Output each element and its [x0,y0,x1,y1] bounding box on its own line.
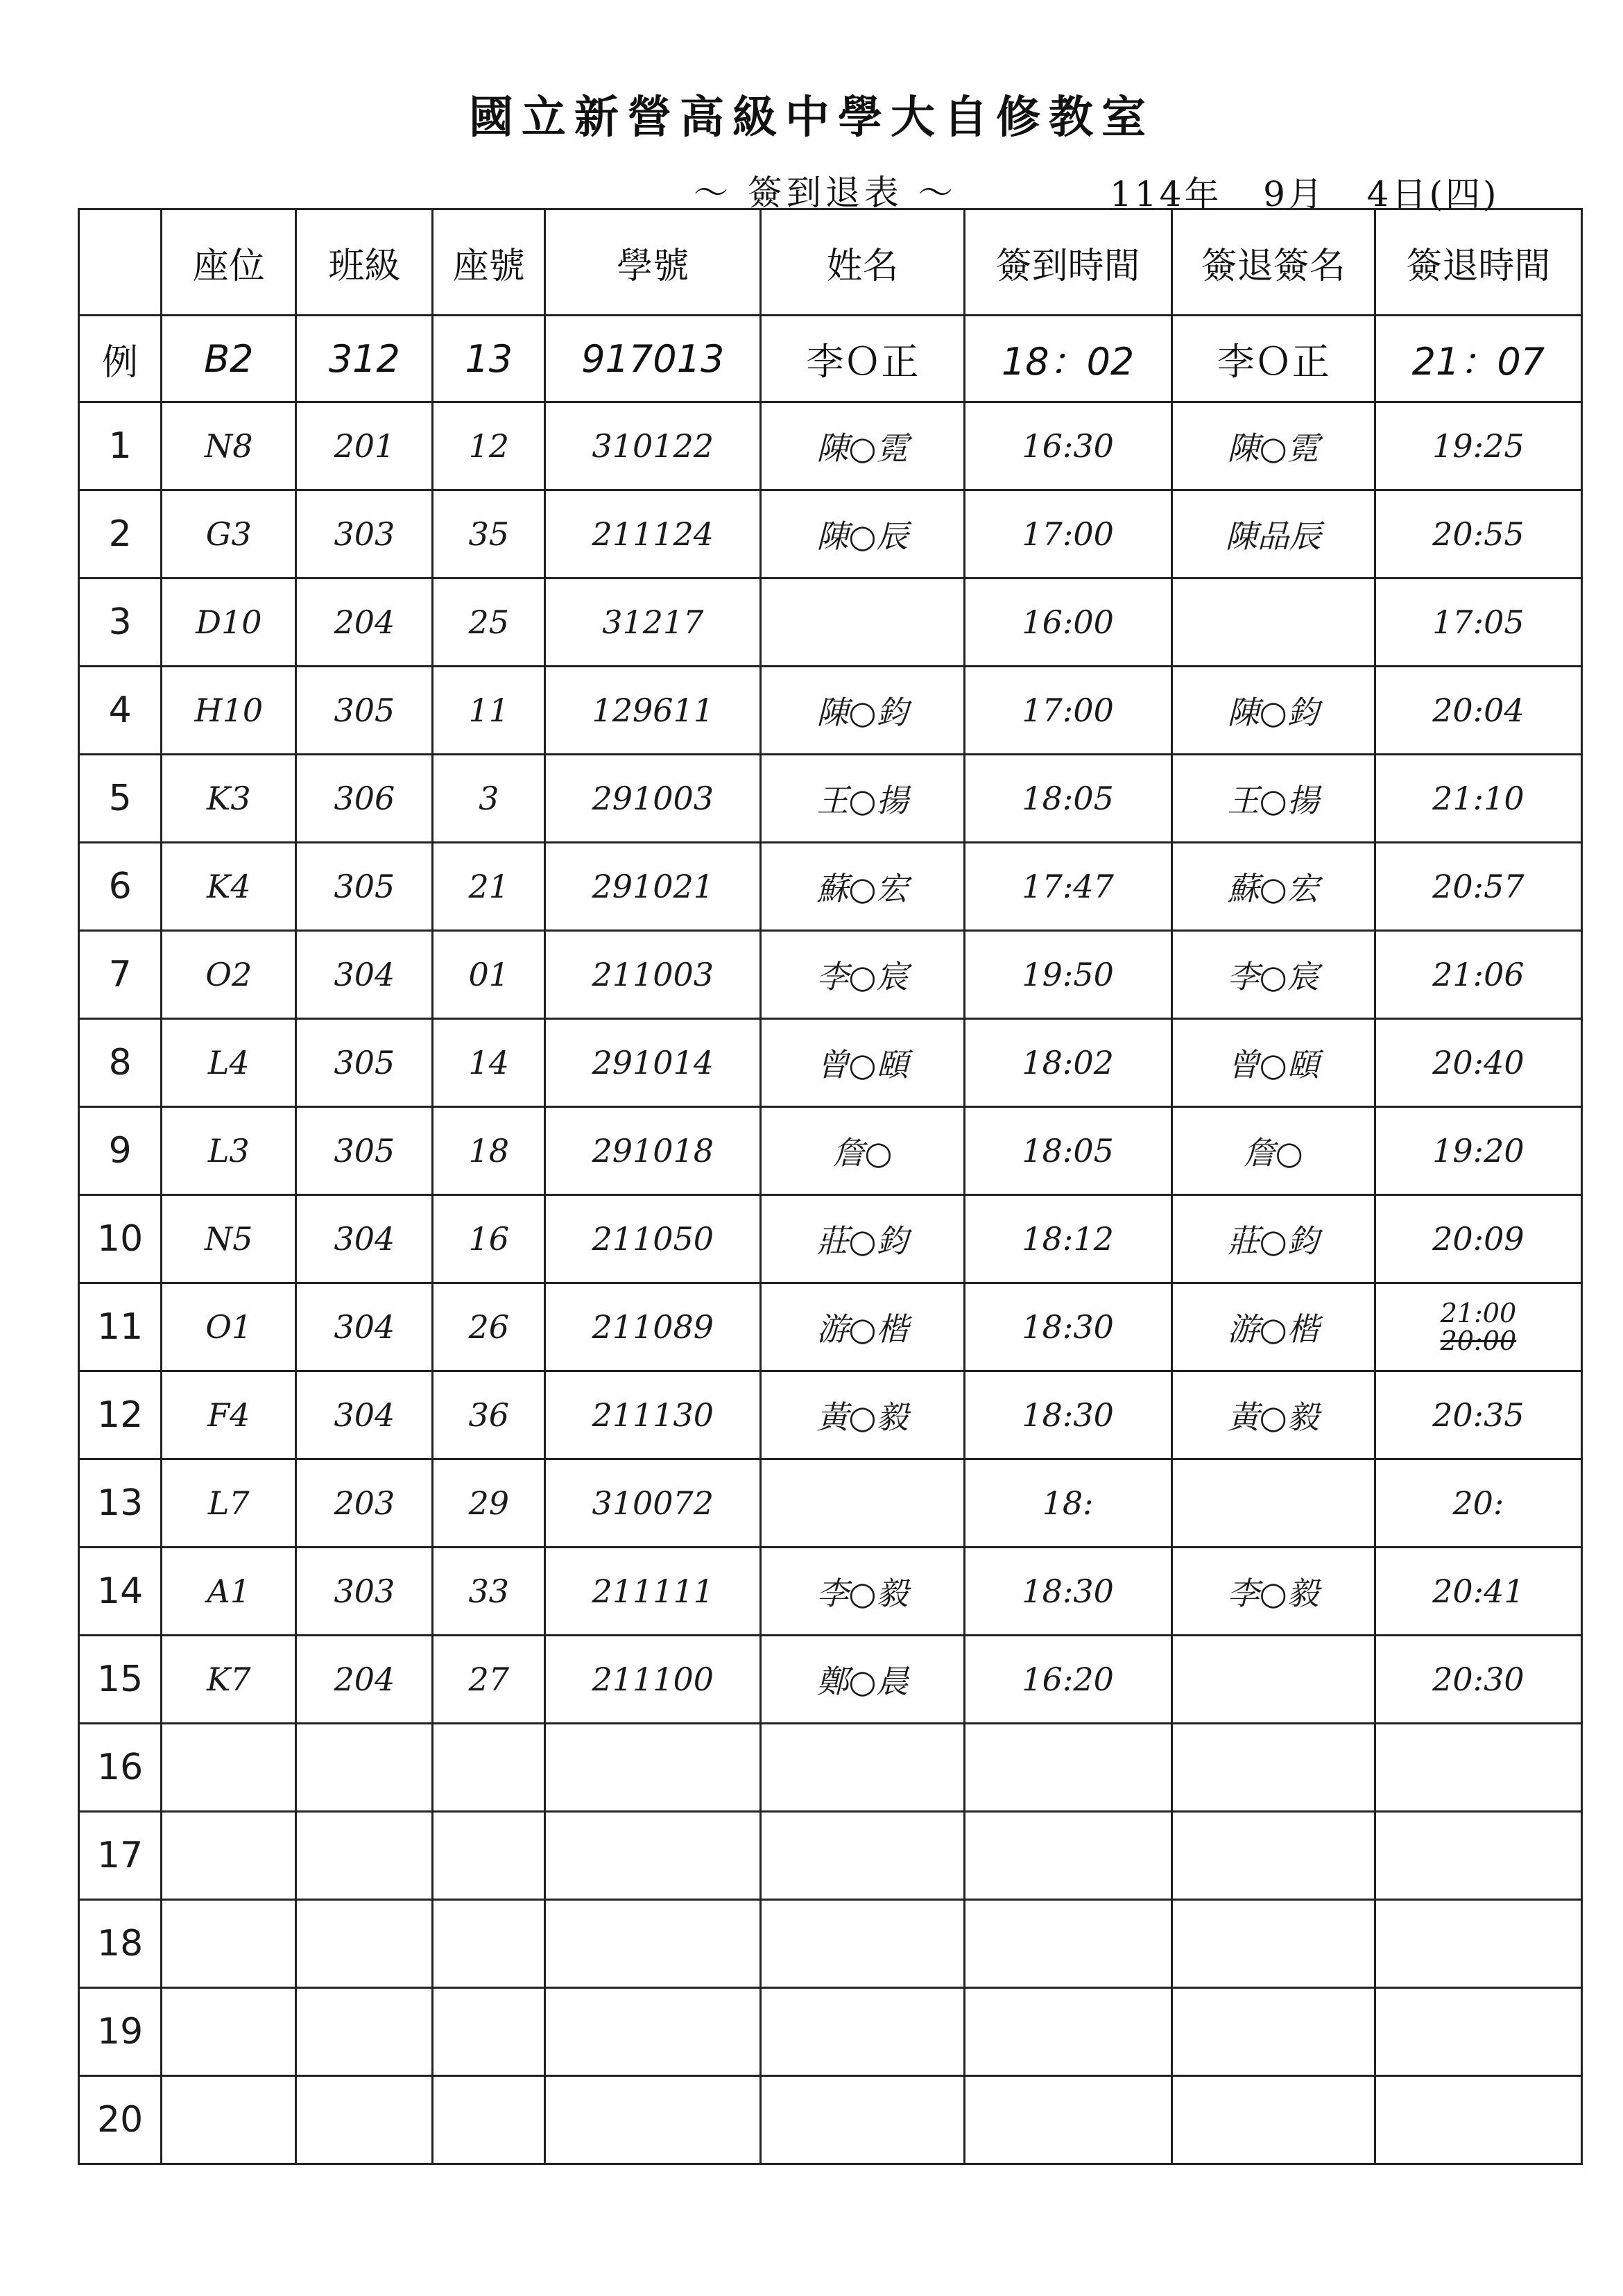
sign-in-table [78,208,1583,2165]
seat-cell: N8 [162,402,296,490]
example-row [79,316,1582,402]
sign-out-time-cell: 20:40 [1375,1019,1581,1107]
column-header: 班級 [296,209,433,316]
sign-out-time-cell [1375,1283,1581,1371]
column-header: 座位 [162,209,296,316]
class-cell: 201 [296,402,433,490]
column-header [79,209,162,316]
table-row [79,1812,1582,1900]
example-number: 13 [433,316,545,402]
seat-cell: D10 [162,579,296,667]
seat-cell: K3 [162,755,296,843]
table-row [79,755,1582,843]
row-index: 15 [79,1636,162,1724]
column-header: 簽退時間 [1375,209,1581,316]
example-sign-out: 21：07 [1375,316,1581,402]
table-row [79,1371,1582,1459]
row-index: 10 [79,1195,162,1283]
student-id-cell: 211003 [545,931,761,1019]
table-row [79,843,1582,931]
example-student-id: 917013 [545,316,761,402]
date-day-unit: 日 [1391,174,1429,214]
seat-cell: L3 [162,1107,296,1195]
row-index: 13 [79,1459,162,1548]
sign-out-name-cell: 陳品辰 [1171,490,1375,579]
name-cell [761,2076,964,2164]
seat-number-cell: 25 [433,579,545,667]
sign-out-time-cell [1375,1724,1581,1812]
seat-cell: K4 [162,843,296,931]
seat-number-cell: 12 [433,402,545,490]
class-cell: 304 [296,931,433,1019]
row-index: 5 [79,755,162,843]
seat-cell [162,1724,296,1812]
sign-in-time-cell: 19:50 [964,931,1171,1019]
sign-in-time-cell: 18: [964,1459,1171,1548]
sign-out-time-cell: 20:30 [1375,1636,1581,1724]
student-id-cell [545,1812,761,1900]
sign-in-time-cell: 18:30 [964,1283,1171,1371]
seat-cell [162,2076,296,2164]
sign-in-time-cell: 18:12 [964,1195,1171,1283]
sign-out-time-cell: 20:04 [1375,667,1581,755]
row-index: 7 [79,931,162,1019]
example-sign-in: 18：02 [964,316,1171,402]
example-label: 例 [79,316,162,402]
date-weekday: (四) [1429,174,1500,214]
table-row [79,1195,1582,1283]
name-cell: 詹○ [761,1107,964,1195]
name-cell: 游○楷 [761,1283,964,1371]
table-row [79,1459,1582,1548]
sign-in-time-cell [964,1724,1171,1812]
table-row [79,667,1582,755]
name-cell [761,1724,964,1812]
column-header: 簽退簽名 [1171,209,1375,316]
row-index: 8 [79,1019,162,1107]
seat-cell: H10 [162,667,296,755]
seat-cell: K7 [162,1636,296,1724]
sign-out-name-cell [1171,1812,1375,1900]
table-row [79,1900,1582,1988]
sign-out-name-cell: 李○毅 [1171,1548,1375,1636]
seat-cell [162,1988,296,2076]
form-subtitle: ～ 簽到退表 ～ [694,173,957,213]
name-cell: 李○毅 [761,1548,964,1636]
class-cell: 305 [296,1107,433,1195]
sign-out-name-cell: 李○宸 [1171,931,1375,1019]
sign-in-time-cell: 18:30 [964,1371,1171,1459]
seat-number-cell: 3 [433,755,545,843]
row-index: 16 [79,1724,162,1812]
seat-cell: L7 [162,1459,296,1548]
sign-out-time-cell [1375,1900,1581,1988]
class-cell: 305 [296,1019,433,1107]
seat-number-cell: 18 [433,1107,545,1195]
seat-cell: G3 [162,490,296,579]
sign-out-time-cell: 20:35 [1375,1371,1581,1459]
seat-number-cell: 16 [433,1195,545,1283]
row-index: 2 [79,490,162,579]
sign-in-time-cell [964,2076,1171,2164]
seat-cell: O1 [162,1283,296,1371]
seat-cell: O2 [162,931,296,1019]
name-cell [761,1812,964,1900]
sign-out-time-cell: 19:20 [1375,1107,1581,1195]
date-year: 114 [1110,174,1185,214]
sign-in-time-cell: 17:00 [964,667,1171,755]
row-index: 11 [79,1283,162,1371]
sign-in-time-cell [964,1988,1171,2076]
row-index: 17 [79,1812,162,1900]
class-cell [296,1812,433,1900]
seat-number-cell: 14 [433,1019,545,1107]
seat-cell [162,1812,296,1900]
class-cell: 203 [296,1459,433,1548]
table-row [79,1548,1582,1636]
student-id-cell: 31217 [545,579,761,667]
table-row [79,490,1582,579]
column-header: 座號 [433,209,545,316]
name-cell: 鄭○晨 [761,1636,964,1724]
name-cell: 王○揚 [761,755,964,843]
seat-number-cell: 27 [433,1636,545,1724]
student-id-cell: 211100 [545,1636,761,1724]
class-cell: 304 [296,1195,433,1283]
table-row [79,1283,1582,1371]
class-cell: 204 [296,1636,433,1724]
name-cell: 曾○頤 [761,1019,964,1107]
table-row [79,1724,1582,1812]
name-cell [761,579,964,667]
table-row [79,1107,1582,1195]
table-row [79,1988,1582,2076]
sign-out-name-cell: 蘇○宏 [1171,843,1375,931]
class-cell [296,2076,433,2164]
sign-out-time-cell: 20:55 [1375,490,1581,579]
page-title: 國立新營高級中學大自修教室 [469,92,1154,144]
seat-number-cell [433,1724,545,1812]
sign-out-time-cell: 19:25 [1375,402,1581,490]
table-row [79,1636,1582,1724]
seat-cell: L4 [162,1019,296,1107]
sign-in-time-cell: 18:05 [964,1107,1171,1195]
student-id-cell [545,2076,761,2164]
name-cell [761,1900,964,1988]
sign-out-time-cell: 21:06 [1375,931,1581,1019]
date-day: 4 [1366,174,1392,214]
class-cell: 304 [296,1371,433,1459]
student-id-cell: 310122 [545,402,761,490]
seat-number-cell: 36 [433,1371,545,1459]
sign-out-time-cell [1375,1812,1581,1900]
class-cell [296,1988,433,2076]
name-cell: 陳○鈞 [761,667,964,755]
student-id-cell: 211124 [545,490,761,579]
student-id-cell [545,1724,761,1812]
column-header: 學號 [545,209,761,316]
sign-out-name-cell: 陳○鈞 [1171,667,1375,755]
table-row [79,402,1582,490]
name-cell: 陳○霓 [761,402,964,490]
seat-number-cell: 21 [433,843,545,931]
name-cell [761,1988,964,2076]
sign-in-time-cell: 17:00 [964,490,1171,579]
seat-number-cell: 11 [433,667,545,755]
sign-out-time-cell: 20:41 [1375,1548,1581,1636]
row-index: 1 [79,402,162,490]
sign-out-name-cell: 曾○頤 [1171,1019,1375,1107]
sign-out-time-cell: 21:10 [1375,755,1581,843]
seat-number-cell [433,1812,545,1900]
date-month-unit: 月 [1287,174,1325,214]
student-id-cell: 291018 [545,1107,761,1195]
student-id-cell: 310072 [545,1459,761,1548]
date-year-unit: 年 [1184,174,1222,214]
sign-out-name-cell [1171,579,1375,667]
sign-out-name-cell: 游○楷 [1171,1283,1375,1371]
class-cell: 303 [296,1548,433,1636]
row-index: 18 [79,1900,162,1988]
class-cell: 305 [296,667,433,755]
student-id-cell: 291003 [545,755,761,843]
row-index: 6 [79,843,162,931]
sign-out-time-cell: 20:57 [1375,843,1581,931]
sign-in-time-cell: 18:30 [964,1548,1171,1636]
sign-out-name-cell [1171,1988,1375,2076]
row-index: 20 [79,2076,162,2164]
sign-out-time-cell: 20:09 [1375,1195,1581,1283]
seat-number-cell [433,1988,545,2076]
seat-cell: A1 [162,1548,296,1636]
name-cell [761,1459,964,1548]
name-cell: 莊○鈞 [761,1195,964,1283]
column-header: 姓名 [761,209,964,316]
table-header [79,209,1582,316]
sign-out-name-cell [1171,1724,1375,1812]
table-row [79,1019,1582,1107]
sign-out-name-cell: 莊○鈞 [1171,1195,1375,1283]
date-month: 9 [1263,174,1288,214]
student-id-cell: 211111 [545,1548,761,1636]
class-cell: 304 [296,1283,433,1371]
sign-out-name-cell [1171,1900,1375,1988]
class-cell: 303 [296,490,433,579]
seat-number-cell [433,1900,545,1988]
sign-out-time-cell: 17:05 [1375,579,1581,667]
sign-out-name-cell: 詹○ [1171,1107,1375,1195]
column-header: 簽到時間 [964,209,1171,316]
example-name: 李Ｏ正 [761,316,964,402]
seat-number-cell: 26 [433,1283,545,1371]
seat-number-cell [433,2076,545,2164]
sign-in-time-cell: 18:02 [964,1019,1171,1107]
student-id-cell: 291014 [545,1019,761,1107]
row-index: 4 [79,667,162,755]
student-id-cell [545,1900,761,1988]
sign-out-time-cell [1375,1988,1581,2076]
sign-out-name-cell [1171,2076,1375,2164]
sign-out-name-cell [1171,1459,1375,1548]
table-row [79,931,1582,1019]
sign-in-time-cell: 16:30 [964,402,1171,490]
name-cell: 黃○毅 [761,1371,964,1459]
sign-in-time-cell [964,1812,1171,1900]
sign-out-name-cell [1171,1636,1375,1724]
seat-number-cell: 35 [433,490,545,579]
table-row [79,579,1582,667]
table-row [79,2076,1582,2164]
example-sign-out-name: 李Ｏ正 [1171,316,1375,402]
student-id-cell: 291021 [545,843,761,931]
sign-out-name-cell: 黃○毅 [1171,1371,1375,1459]
class-cell: 305 [296,843,433,931]
class-cell [296,1900,433,1988]
student-id-cell [545,1988,761,2076]
example-seat: B2 [162,316,296,402]
seat-number-cell: 29 [433,1459,545,1548]
sign-out-time-struck: 20:00 [1440,1326,1517,1356]
seat-number-cell: 01 [433,931,545,1019]
name-cell: 蘇○宏 [761,843,964,931]
sign-out-name-cell: 陳○霓 [1171,402,1375,490]
sign-in-time-cell: 17:47 [964,843,1171,931]
seat-cell: N5 [162,1195,296,1283]
row-index: 9 [79,1107,162,1195]
sign-out-time-cell: 20: [1375,1459,1581,1548]
sign-in-time-cell [964,1900,1171,1988]
sign-in-time-cell: 16:20 [964,1636,1171,1724]
student-id-cell: 211089 [545,1283,761,1371]
example-class: 312 [296,316,433,402]
name-cell: 陳○辰 [761,490,964,579]
sign-in-time-cell: 18:05 [964,755,1171,843]
row-index: 3 [79,579,162,667]
seat-cell: F4 [162,1371,296,1459]
sign-out-name-cell: 王○揚 [1171,755,1375,843]
sign-out-time-corrected: 21:00 [1440,1298,1517,1328]
row-index: 14 [79,1548,162,1636]
student-id-cell: 211050 [545,1195,761,1283]
seat-number-cell: 33 [433,1548,545,1636]
name-cell: 李○宸 [761,931,964,1019]
class-cell [296,1724,433,1812]
row-index: 19 [79,1988,162,2076]
sign-in-time-cell: 16:00 [964,579,1171,667]
sign-out-time-cell [1375,2076,1581,2164]
student-id-cell: 129611 [545,667,761,755]
seat-cell [162,1900,296,1988]
class-cell: 204 [296,579,433,667]
row-index: 12 [79,1371,162,1459]
class-cell: 306 [296,755,433,843]
student-id-cell: 211130 [545,1371,761,1459]
